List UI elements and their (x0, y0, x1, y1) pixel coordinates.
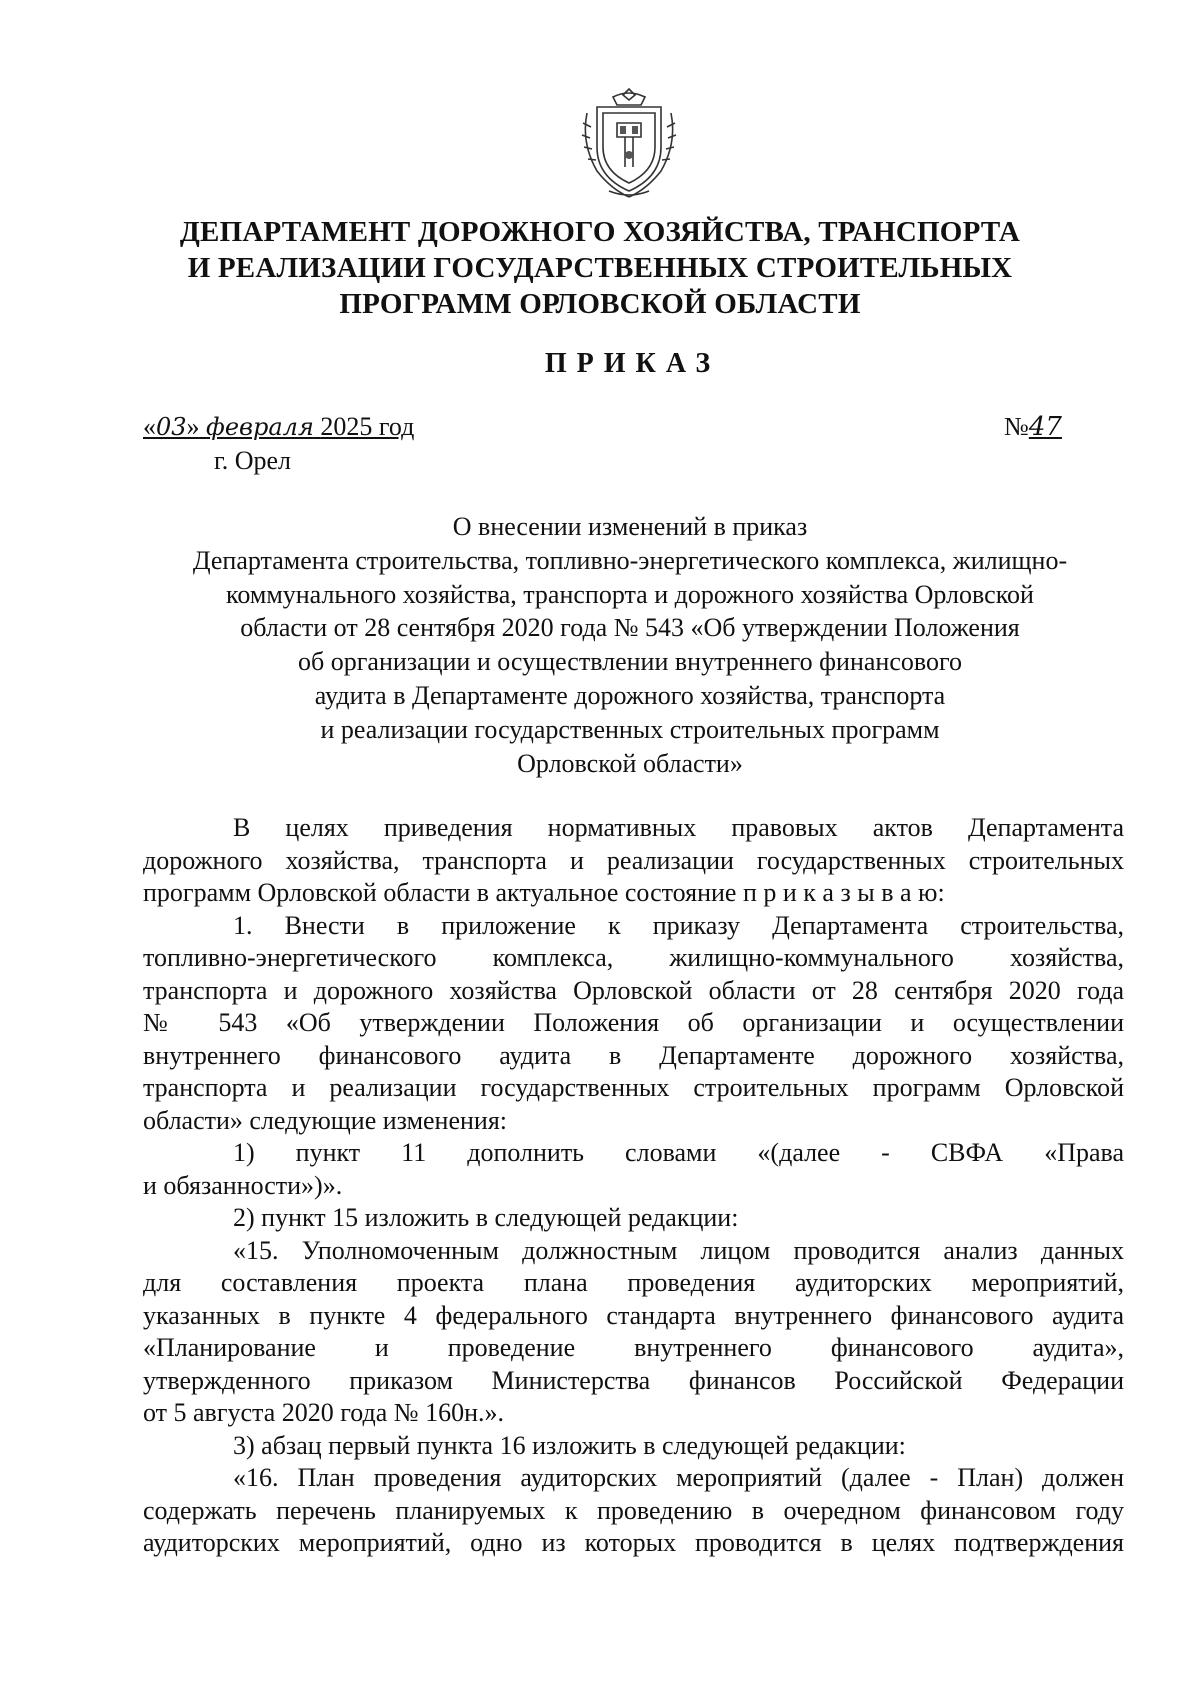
body-line: дорожного хозяйства, транспорта и реализации государственных строительных (143, 845, 1124, 875)
subject-line: коммунального хозяйства, транспорта и дорожного хозяйства Орловской (226, 579, 1034, 609)
order-body (143, 812, 1124, 1560)
body-line: внутреннего финансового аудита в Департаменте дорожного хозяйства, (143, 1040, 1124, 1070)
date-month: февраля (206, 413, 314, 441)
paragraph-subitem-2 (143, 1202, 1124, 1235)
order-title: ПРИКАЗ (544, 348, 721, 379)
date-year: 2025 год (320, 412, 415, 441)
body-line: от 5 августа 2020 года № 160н.». (143, 1398, 505, 1427)
department-line: И РЕАЛИЗАЦИИ ГОСУДАРСТВЕННЫХ СТРОИТЕЛЬНЫХ (187, 252, 1013, 284)
body-line: содержать перечень планируемых к проведению в очередном финансовом году (143, 1495, 1124, 1525)
order-city: г. Орел (214, 446, 292, 475)
body-line: № 543 «Об утверждении Положения об организации и осуществлении (143, 1008, 1124, 1037)
body-line: 2) пункт 15 изложить в следующей редакции: (233, 1203, 739, 1232)
department-line: ДЕПАРТАМЕНТ ДОРОЖНОГО ХОЗЯЙСТВА, ТРАНСПОРТА (179, 216, 1021, 248)
coat-of-arms-emblem-icon (573, 83, 685, 203)
paragraph-subitem-3 (143, 1430, 1124, 1463)
body-line: «Планирование и проведение внутреннего финансового аудита», (143, 1333, 1124, 1362)
body-line: утвержденного приказом Министерства финансов Российской Федерации (143, 1365, 1124, 1395)
paragraph-clause-15 (143, 1235, 1124, 1430)
paragraph-item-1 (143, 910, 1124, 1138)
number-prefix: № (1004, 412, 1029, 441)
subject-line: Департамента строительства, топливно-энергетического комплекса, жилищно- (192, 545, 1068, 575)
order-subject (130, 510, 1130, 780)
body-line: 1) пункт 11 дополнить словами «(далее - СВФА «Права (233, 1138, 1124, 1167)
order-number (1004, 412, 1062, 442)
date-close-quote: » (186, 412, 200, 441)
body-line: аудиторских мероприятий, одно из которых проводится в целях подтверждения (143, 1528, 1124, 1557)
body-line: области» следующие изменения: (143, 1105, 508, 1135)
body-line: транспорта и дорожного хозяйства Орловской области от 28 сентября 2020 года (143, 975, 1124, 1005)
body-line: «15. Уполномоченным должностным лицом проводится анализ данных (233, 1235, 1124, 1265)
body-line: 1. Внести в приложение к приказу Департамента строительства, (233, 910, 1124, 940)
body-line: программ Орловской области в актуальное состояние п р и к а з ы в а ю: (143, 878, 945, 907)
date-open-quote: « (143, 412, 156, 441)
body-line: указанных в пункте 4 федерального стандарта внутреннего финансового аудита (143, 1300, 1124, 1330)
body-line: В целях приведения нормативных правовых актов Департамента (233, 813, 1124, 842)
paragraph-preamble (143, 812, 1124, 910)
department-line: ПРОГРАММ ОРЛОВСКОЙ ОБЛАСТИ (339, 288, 861, 320)
subject-line: об организации и осуществлении внутреннего финансового (298, 647, 962, 677)
paragraph-clause-16 (143, 1462, 1124, 1560)
subject-line: Орловской области» (517, 748, 743, 778)
subject-line: области от 28 сентября 2020 года № 543 «Об утверждении Положения (240, 613, 1020, 643)
body-line: и обязанности»)». (143, 1170, 343, 1200)
body-line: топливно-энергетического комплекса, жилищно-коммунального хозяйства, (143, 943, 1124, 972)
body-line: 3) абзац первый пункта 16 изложить в следующей редакции: (233, 1430, 906, 1460)
paragraph-subitem-1 (143, 1137, 1124, 1202)
subject-line: и реализации государственных строительных программ (320, 714, 940, 744)
subject-line: аудита в Департаменте дорожного хозяйства, транспорта (314, 680, 946, 710)
body-line: транспорта и реализации государственных строительных программ Орловской (143, 1073, 1124, 1102)
body-line: «16. План проведения аудиторских мероприятий (далее - План) должен (233, 1463, 1124, 1492)
body-line: для составления проекта плана проведения аудиторских мероприятий, (143, 1268, 1124, 1297)
department-name (150, 214, 1050, 322)
order-date (143, 412, 414, 442)
subject-line: О внесении изменений в приказ (452, 512, 808, 541)
number-value: 47 (1028, 412, 1062, 442)
date-day: 03 (156, 413, 187, 441)
